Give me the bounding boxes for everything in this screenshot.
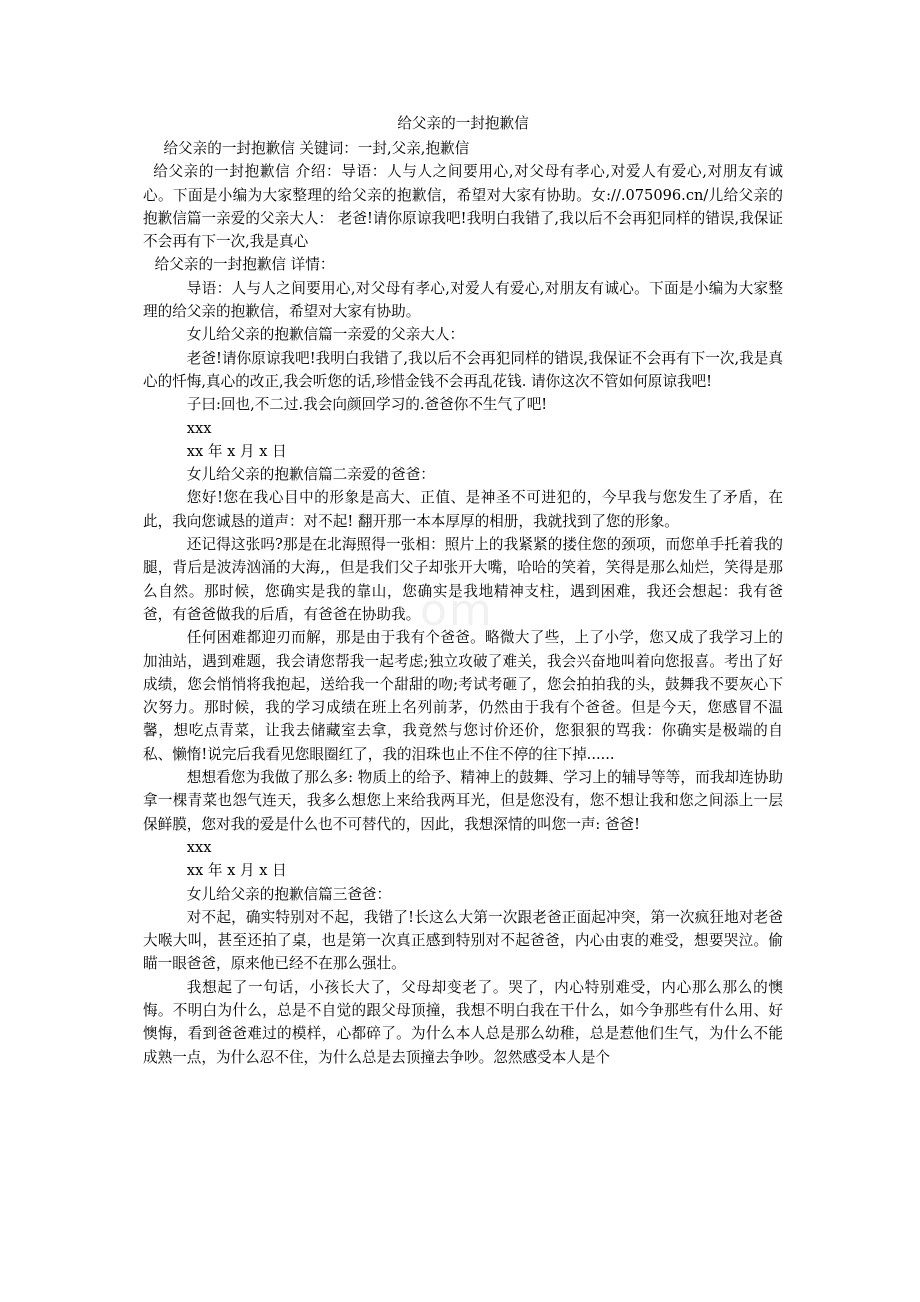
paragraph: 还记得这张吗?那是在北海照得一张相：照片上的我紧紧的搂住您的颈项，而您单手托着我的腿，背后是波涛汹涌的大海,，但是我们父子却张开大嘴，哈哈的笑着，笑得是那么灿烂，笑得是那么自然。那时候，您确实是我的靠山，您确实是我地精神支柱，遇到困难，我还会想起：我有爸爸，有爸爸做我的后盾，有爸爸在协助我。 bbox=[143, 536, 783, 623]
watermark: om bbox=[420, 585, 494, 636]
intro-line: 给父亲的一封抱歉信 介绍：导语：人与人之间要用心,对父母有孝心,对爱人有爱心,对朋友有诚心。下面是小编为大家整理的给父亲的抱歉信，希望对大家有协助。女://.075096.cn/儿给父亲的抱歉信篇一亲爱的父亲大人： 老爸!请你原谅我吧!我明白我错了,我以后不会再犯同样的错误,我保证不会再有下一次,我是真心 bbox=[143, 163, 783, 251]
paragraph: 我想起了一句话，小孩长大了，父母却变老了。哭了，内心特别难受，内心那么那么的懊悔。不明白为什么，总是不自觉的跟父母顶撞，我想不明白我在干什么，如今争那些有什么用、好懊悔，看到爸爸难过的模样，心都碎了。为什么本人总是那么幼稚，总是惹他们生气，为什么不能成熟一点，为什么忍不住，为什么总是去顶撞去争吵。忽然感受本人是个 bbox=[143, 978, 783, 1066]
paragraph: 女儿给父亲的抱歉信篇二亲爱的爸爸： bbox=[186, 466, 435, 484]
paragraph: 想想看您为我做了那么多: 物质上的给予、精神上的鼓舞、学习上的辅导等等，而我却连协助拿一棵青菜也怨气连天，我多么想您上来给我两耳光，但是您没有，您不想让我和您之间添上一层保鲜膜，您对我的爱是什么也不可替代的，因此，我想深情的叫您一声: 爸爸! bbox=[143, 769, 783, 833]
signature: xxx bbox=[186, 419, 212, 437]
document-page bbox=[143, 112, 783, 1069]
paragraph: 子曰:回也,不二过.我会向颜回学习的.爸爸你不生气了吧! bbox=[186, 396, 548, 414]
paragraph: 女儿给父亲的抱歉信篇三爸爸： bbox=[186, 885, 392, 903]
paragraph: 对不起，确实特别对不起，我错了!长这么大第一次跟老爸正面起冲突，第一次疯狂地对老爸大喉大叫，甚至还拍了桌，也是第一次真正感到特别对不起爸爸，内心由衷的难受，想要哭泣。偷瞄一眼爸爸，原来他已经不在那么强壮。 bbox=[143, 908, 783, 973]
paragraph: 女儿给父亲的抱歉信篇一亲爱的父亲大人： bbox=[186, 326, 465, 344]
paragraph: 您好!您在我心目中的形象是高大、正值、是神圣不可进犯的，今早我与您发生了矛盾，在此，我向您诚恳的道声：对不起! 翻开那一本本厚厚的相册，我就找到了您的形象。 bbox=[143, 489, 783, 530]
document-title: 给父亲的一封抱歉信 bbox=[397, 115, 529, 132]
detail-label: 给父亲的一封抱歉信 详情： bbox=[154, 256, 335, 274]
date-line: xx 年 x 月 x 日 bbox=[186, 442, 287, 460]
signature: xxx bbox=[186, 838, 212, 856]
paragraph: 导语：人与人之间要用心,对父母有孝心,对爱人有爱心,对朋友有诚心。下面是小编为大家整理的给父亲的抱歉信，希望对大家有协助。 bbox=[143, 279, 783, 321]
paragraph: 老爸!请你原谅我吧!我明白我错了,我以后不会再犯同样的错误,我保证不会再有下一次,我是真心的忏悔,真心的改正,我会听您的话,珍惜金钱不会再乱花钱. 请你这次不管如何原谅我吧! bbox=[143, 349, 783, 390]
date-line: xx 年 x 月 x 日 bbox=[186, 862, 287, 880]
paragraph: 任何困难都迎刃而解，那是由于我有个爸爸。略微大了些，上了小学，您又成了我学习上的加油站，遇到难题，我会请您帮我一起考虑;独立攻破了难关，我会兴奋地叫着向您报喜。考出了好成绩，您会悄悄将我抱起，送给我一个甜甜的吻;考试考砸了，您会拍拍我的头，鼓舞我不要灰心下次努力。那时候，我的学习成绩在班上名列前茅，仍然由于我有个爸爸。但是今天，您感冒不温馨，想吃点青菜，让我去储藏室去拿，我竟然与您讨价还价，您狠狠的骂我：你确实是极端的自私、懒惰!说完后我看见您眼圈红了，我的泪珠也止不住不停的往下掉...... bbox=[143, 629, 783, 763]
keywords-line: 给父亲的一封抱歉信 关键词：一封,父亲,抱歉信 bbox=[163, 140, 470, 157]
